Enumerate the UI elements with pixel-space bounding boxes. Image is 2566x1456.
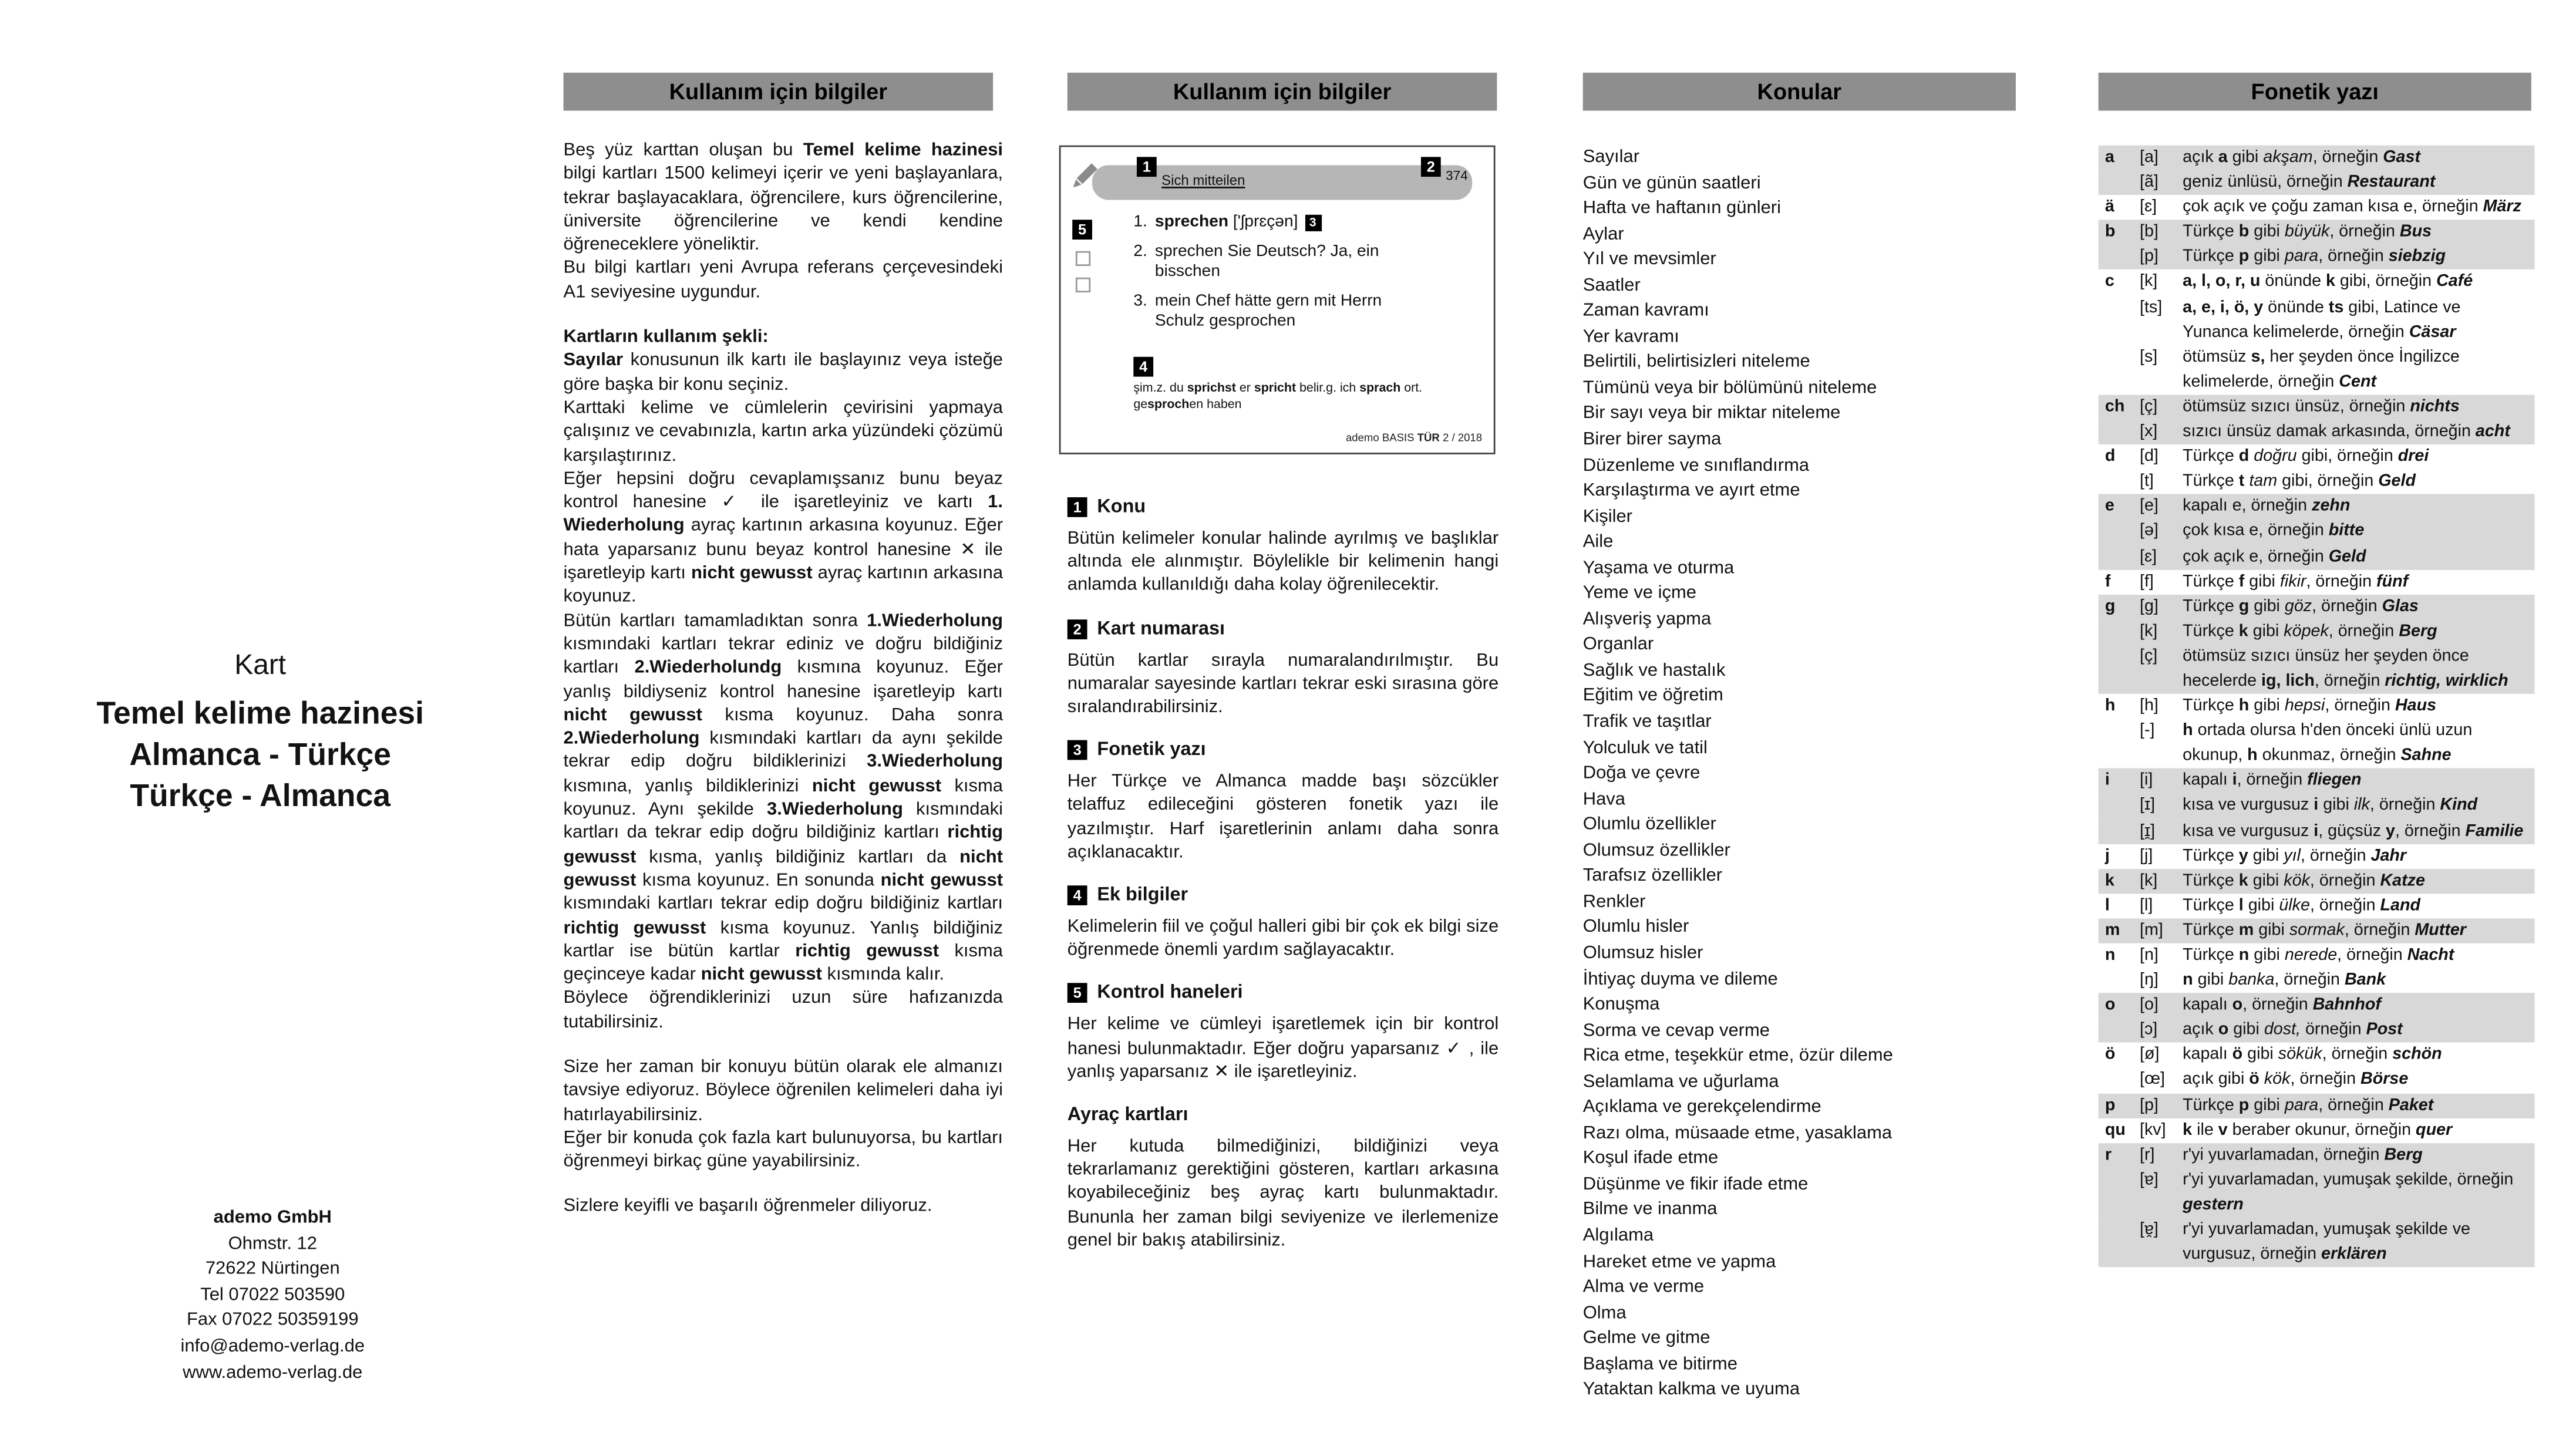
phonetic-description: r'yi yuvarlamadan, örneğin Berg bbox=[2183, 1146, 2423, 1165]
phonetic-description: k ile v beraber okunur, örneğin quer bbox=[2183, 1121, 2453, 1140]
phonetics-table bbox=[2099, 146, 2535, 1268]
phonetic-symbol: [b] bbox=[2140, 223, 2158, 242]
topics-list bbox=[1583, 146, 2054, 1404]
card-entry bbox=[1133, 242, 1414, 283]
topic-item: Sayılar bbox=[1582, 147, 1640, 167]
phonetic-symbol: [ç] bbox=[2140, 647, 2158, 666]
info-section bbox=[1068, 1106, 1498, 1252]
card-entry bbox=[1133, 213, 1414, 234]
badge-4: 4 bbox=[1133, 357, 1153, 377]
product-title-line: Temel kelime hazinesi bbox=[96, 697, 425, 732]
phonetic-description: Türkçe k gibi kök, örneğin Katze bbox=[2183, 871, 2425, 890]
section-text: Her kutuda bilmediğinizi, bildiğinizi veya tekrarlamanız gerektiğini gösteren, kartları arkasına koyabileceğiniz beş ayraç kartı bulunmaktadır. Bununla her zaman bilgi seviyenize ve ilerlemenize genel bir bakış atabilirsiniz. bbox=[1067, 1137, 1499, 1251]
usage-paragraph bbox=[564, 1034, 1003, 1056]
phonetic-description: Türkçe t tam gibi, örneğin Geld bbox=[2183, 473, 2416, 491]
section-text: Her Türkçe ve Almanca madde başı sözcükler telaffuz edileceğini gösteren fonetik yazı ile yazılmıştır. Harf işaretlerinin anlamı daha sonra açıklanacaktır. bbox=[1067, 771, 1499, 862]
topic-item: Razı olma, müsaade etme, yasaklama bbox=[1582, 1123, 1892, 1143]
phonetic-letter bbox=[2105, 345, 2140, 395]
phonetic-description: açık a gibi akşam, örneğin Gast bbox=[2183, 149, 2421, 167]
product-title-block bbox=[16, 648, 504, 818]
entry-text: sprechen Sie Deutsch? Ja, ein bisschen bbox=[1154, 242, 1379, 281]
phonetic-description: kapalı i, örneğin fliegen bbox=[2183, 772, 2362, 791]
phonetic-symbol: [k] bbox=[2140, 871, 2158, 890]
topic-item: Alma ve verme bbox=[1582, 1277, 1705, 1297]
address-line: 72622 Nürtingen bbox=[205, 1259, 340, 1279]
usage-header-1: Kullanım için bilgiler bbox=[564, 73, 994, 111]
phonetic-description: açık gibi ö kök, örneğin Börse bbox=[2183, 1071, 2409, 1090]
phonetic-row bbox=[2099, 868, 2535, 893]
phonetic-letter bbox=[2105, 420, 2140, 444]
topic-item: Tarafsız özellikler bbox=[1582, 866, 1723, 887]
section-head bbox=[1068, 740, 1498, 760]
phonetic-symbol: [ɔ] bbox=[2140, 1021, 2158, 1040]
entry-number: 2. bbox=[1133, 242, 1147, 261]
phonetic-row bbox=[2099, 1018, 2535, 1043]
section-title: Ek bilgiler bbox=[1097, 885, 1188, 906]
phonetic-letter: ch bbox=[2104, 397, 2125, 416]
address-line: Fax 07022 50359199 bbox=[186, 1310, 359, 1331]
phonetic-letter: a bbox=[2104, 149, 2114, 167]
phonetic-letter: m bbox=[2104, 921, 2120, 940]
phonetic-row bbox=[2099, 719, 2535, 769]
section-head bbox=[1068, 497, 1498, 517]
phonetic-row bbox=[2099, 520, 2535, 544]
topic-item: Olumlu hisler bbox=[1582, 917, 1689, 938]
phonetic-symbol: [n] bbox=[2140, 946, 2158, 965]
topic-item: Zaman kavramı bbox=[1582, 301, 1709, 321]
phonetic-symbol: [e] bbox=[2140, 497, 2158, 516]
phonetic-row bbox=[2099, 444, 2535, 469]
topic-item: Olma bbox=[1582, 1303, 1627, 1323]
phonetic-symbol: [j] bbox=[2140, 847, 2153, 865]
phonetic-symbol: [ts] bbox=[2140, 298, 2163, 317]
phonetic-letter bbox=[2105, 644, 2140, 694]
topic-item: Yer kavramı bbox=[1582, 326, 1679, 347]
entry-number: 3. bbox=[1133, 291, 1147, 310]
topic-item: Birer birer sayma bbox=[1582, 429, 1722, 450]
info-section bbox=[1068, 740, 1498, 864]
topic-item: Yaşama ve oturma bbox=[1582, 558, 1735, 578]
topic-item: Aile bbox=[1582, 532, 1614, 552]
phonetic-description: çok açık ve çoğu zaman kısa e, örneğin März bbox=[2183, 198, 2522, 217]
phonetic-letter: h bbox=[2104, 697, 2116, 716]
topic-item: Gelme ve gitme bbox=[1582, 1328, 1710, 1349]
phonetic-symbol: [l] bbox=[2140, 896, 2153, 915]
phonetic-description: r'yi yuvarlamadan, yumuşak şekilde, örneğin gestern bbox=[2183, 1171, 2514, 1215]
topic-item: Yolculuk ve tatil bbox=[1582, 737, 1708, 758]
phonetic-letter: n bbox=[2104, 946, 2116, 965]
phonetic-description: kapalı e, örneğin zehn bbox=[2183, 497, 2351, 516]
phonetic-row bbox=[2099, 220, 2535, 245]
info-section bbox=[1068, 885, 1498, 962]
info-section bbox=[1068, 619, 1498, 719]
phonetic-symbol: [p] bbox=[2140, 248, 2158, 267]
phonetic-letter: o bbox=[2104, 996, 2116, 1015]
section-text: Bütün kartlar sırayla numaralandırılmıştır. Bu numaralar sayesinde kartları tekrar eski sırasına göre sıralandırabilirsiniz. bbox=[1067, 650, 1499, 717]
phonetic-description: açık o gibi dost, örneğin Post bbox=[2183, 1021, 2403, 1040]
phonetic-symbol: [f] bbox=[2140, 572, 2154, 591]
phonetic-row bbox=[2099, 1043, 2535, 1068]
verb-forms bbox=[1133, 380, 1475, 412]
phonetic-letter bbox=[2105, 544, 2140, 569]
badge-5: 5 bbox=[1072, 220, 1092, 240]
card-entry bbox=[1133, 292, 1414, 333]
phonetic-row bbox=[2099, 1093, 2535, 1118]
phonetic-symbol: [ɐ] bbox=[2140, 1171, 2158, 1189]
phonetic-letter bbox=[2105, 470, 2140, 494]
phonetic-symbol: [kv] bbox=[2140, 1121, 2166, 1140]
topic-item: Hareket etme ve yapma bbox=[1582, 1251, 1776, 1272]
usage-header-2: Kullanım için bilgiler bbox=[1068, 73, 1497, 111]
phonetic-symbol: [g] bbox=[2140, 597, 2158, 616]
phonetic-description: a, e, i, ö, y önünde ts gibi, Latince ve Yunanca kelimelerde, örneğin Cäsar bbox=[2183, 298, 2461, 342]
section-number-badge: 3 bbox=[1068, 740, 1087, 760]
topic-item: Hafta ve haftanın günleri bbox=[1582, 198, 1781, 218]
card-entry-list bbox=[1133, 213, 1414, 341]
phonetic-description: sızıcı ünsüz damak arkasında, örneğin acht bbox=[2183, 423, 2510, 441]
phonetic-symbol: [œ] bbox=[2140, 1071, 2166, 1090]
phonetic-letter bbox=[2105, 170, 2140, 195]
phonetic-symbol: [x] bbox=[2140, 423, 2158, 441]
phonetic-row bbox=[2099, 345, 2535, 395]
phonetic-description: kapalı ö gibi sökük, örneğin schön bbox=[2183, 1046, 2442, 1065]
phonetic-symbol: [ə] bbox=[2140, 523, 2158, 541]
phonetic-row bbox=[2099, 818, 2535, 843]
address-line: ademo GmbH bbox=[213, 1207, 332, 1228]
phonetic-description: Türkçe l gibi ülke, örneğin Land bbox=[2183, 896, 2421, 915]
phonetic-symbol: [a] bbox=[2140, 149, 2158, 167]
topic-item: Yataktan kalkma ve uyuma bbox=[1582, 1380, 1800, 1400]
phonetic-letter: i bbox=[2104, 772, 2110, 791]
phonetic-symbol: [h] bbox=[2140, 697, 2158, 716]
usage-paragraph: Eğer hepsini doğru cevaplamışsanız bunu beyaz kontrol hanesine ✓ ile işaretleyiniz ve kartı 1. Wiederholung ayraç kartının arkasına koyunuz. Eğer hata yaparsanız bunu beyaz kontrol hanesine ✕ ile işaretleyip kartı nicht gewusst ayraç kartının arkasına koyunuz. bbox=[563, 469, 1003, 607]
phonetic-letter: g bbox=[2104, 597, 2116, 616]
phonetic-description: Türkçe d doğru gibi, örneğin drei bbox=[2183, 447, 2429, 466]
phonetic-row bbox=[2099, 894, 2535, 918]
phonetic-row bbox=[2099, 245, 2535, 270]
phonetic-symbol: [t] bbox=[2140, 473, 2154, 491]
phonetic-description: ötümsüz sızıcı ünsüz her şeyden önce hecelerde ig, lich, örneğin richtig, wirklich bbox=[2183, 647, 2508, 691]
phonetic-letter: qu bbox=[2104, 1121, 2126, 1140]
phonetic-description: ötümsüz s, her şeyden önce İngilizce kelimelerde, örneğin Cent bbox=[2183, 348, 2460, 392]
pencil-icon bbox=[1069, 159, 1102, 191]
phonetic-description: Türkçe h gibi hepsi, örneğin Haus bbox=[2183, 697, 2437, 716]
verb-forms-line: şim.z. du sprichst er spricht belir.g. ich sprach ort. bbox=[1133, 380, 1423, 395]
section-title: Konu bbox=[1097, 497, 1146, 517]
phonetic-letter bbox=[2105, 719, 2140, 769]
phonetic-description: Türkçe m gibi sormak, örneğin Mutter bbox=[2183, 921, 2466, 940]
phonetic-row bbox=[2099, 794, 2535, 818]
phonetic-symbol: [ɪ] bbox=[2140, 797, 2156, 815]
topic-item: Aylar bbox=[1582, 224, 1624, 244]
topic-item: Eğitim ve öğretim bbox=[1582, 686, 1723, 706]
usage-paragraph: Beş yüz karttan oluşan bu Temel kelime hazinesi bilgi kartları 1500 kelimeyi içerir ve yeni başlayanlara, tekrar başlayacaklara, öğrencilere, kurs öğrencilerine, üniversite öğrencilerine ve kendi kendine öğreneceklere yöneliktir. bbox=[563, 140, 1003, 255]
topic-item: Selamlama ve uğurlama bbox=[1582, 1071, 1779, 1092]
section-text: Bütün kelimeler konular halinde ayrılmış ve başlıklar altında ele alınmıştır. Böylelikle bir kelimenin hangi anlamda kullanıldığı daha kolay öğrenilecektir. bbox=[1067, 528, 1499, 596]
topic-item: Doğa ve çevre bbox=[1582, 763, 1700, 784]
topic-item: Kişiler bbox=[1582, 506, 1633, 527]
section-title: Kontrol haneleri bbox=[1097, 983, 1243, 1004]
product-title-line: Türkçe - Almanca bbox=[130, 780, 391, 815]
phonetic-letter: c bbox=[2104, 273, 2114, 292]
phonetic-row bbox=[2099, 619, 2535, 644]
section-title: Ayraç kartları bbox=[1067, 1105, 1188, 1125]
address-line: www.ademo-verlag.de bbox=[183, 1362, 363, 1383]
phonetic-description: Türkçe y gibi yıl, örneğin Jahr bbox=[2183, 847, 2407, 865]
phonetic-letter bbox=[2105, 1168, 2140, 1218]
phonetic-symbol: [p] bbox=[2140, 1096, 2158, 1115]
phonetics-header: Fonetik yazı bbox=[2099, 73, 2531, 111]
phonetic-letter: e bbox=[2104, 497, 2114, 516]
phonetic-row bbox=[2099, 569, 2535, 594]
phonetic-row bbox=[2099, 170, 2535, 195]
topic-item: Sağlık ve hastalık bbox=[1582, 660, 1726, 681]
sample-card bbox=[1059, 146, 1496, 454]
usage-paragraph: Sizlere keyifli ve başarılı öğrenmeler diliyoruz. bbox=[563, 1197, 932, 1217]
topic-item: Koşul ifade etme bbox=[1582, 1148, 1719, 1169]
topics-header: Konular bbox=[1583, 73, 2016, 111]
phonetic-description: Türkçe p gibi para, örneğin siebzig bbox=[2183, 248, 2446, 267]
phonetic-symbol: [-] bbox=[2140, 722, 2155, 741]
section-head bbox=[1068, 984, 1498, 1004]
card-title: Sich mitteilen bbox=[1161, 171, 1245, 188]
phonetic-letter bbox=[2105, 1018, 2140, 1043]
topic-item: Düzenleme ve sınıflandırma bbox=[1582, 455, 1810, 476]
phonetic-row bbox=[2099, 270, 2535, 295]
phonetic-description: n gibi banka, örneğin Bank bbox=[2183, 971, 2386, 990]
phonetic-row bbox=[2099, 544, 2535, 569]
phonetic-row bbox=[2099, 1118, 2535, 1142]
topic-item: Sorma ve cevap verme bbox=[1582, 1020, 1770, 1040]
phonetic-letter bbox=[2105, 520, 2140, 544]
phonetic-row bbox=[2099, 420, 2535, 444]
phonetic-description: Türkçe g gibi göz, örneğin Glas bbox=[2183, 597, 2419, 616]
phonetic-row bbox=[2099, 968, 2535, 993]
section-head bbox=[1068, 885, 1498, 905]
topic-item: Organlar bbox=[1582, 635, 1654, 655]
phonetic-row bbox=[2099, 494, 2535, 519]
section-title: Kart numarası bbox=[1097, 619, 1225, 639]
section-number-badge: 2 bbox=[1068, 619, 1087, 639]
address-line: info@ademo-verlag.de bbox=[180, 1336, 365, 1357]
publisher-address bbox=[16, 1206, 528, 1386]
phonetic-row bbox=[2099, 993, 2535, 1018]
badge-3: 3 bbox=[1305, 215, 1321, 231]
section-head bbox=[1068, 1106, 1498, 1125]
phonetic-description: ötümsüz sızıcı ünsüz, örneğin nichts bbox=[2183, 397, 2460, 416]
topic-item: Yeme ve içme bbox=[1582, 584, 1696, 604]
phonetic-symbol: [ŋ] bbox=[2140, 971, 2158, 990]
phonetic-description: r'yi yuvarlamadan, yumuşak şekilde ve vurgusuz, örneğin erklären bbox=[2183, 1221, 2471, 1264]
phonetic-symbol: [ø] bbox=[2140, 1046, 2160, 1065]
usage-paragraph: Böylece öğrendiklerinizi uzun süre hafızanızda tutabilirsiniz. bbox=[563, 988, 1003, 1032]
phonetic-description: Türkçe b gibi büyük, örneğin Bus bbox=[2183, 223, 2432, 242]
phonetic-symbol: [o] bbox=[2140, 996, 2158, 1015]
phonetic-letter bbox=[2105, 968, 2140, 993]
topic-item: Başlama ve bitirme bbox=[1582, 1354, 1737, 1374]
usage-paragraph: Kartların kullanım şekli: bbox=[563, 327, 769, 348]
topic-item: İhtiyaç duyma ve dileme bbox=[1582, 969, 1778, 989]
usage-paragraph: Bütün kartları tamamladıktan sonra 1.Wiederholung kısmındaki kartları tekrar ediniz ve doğru bildiğiniz kartları 2.Wiederholundg kısmına koyunuz. Eğer yanlış bildiyseniz kontrol hanesine işaretleyip kartı nicht gewusst kısma koyunuz. Daha sonra 2.Wiederholung kısmındaki kartları da aynı şekilde tekrar edip doğru bildiklerinizi 3.Wiederholung kısmına, yanlış bildiklerinizi nicht gewusst kısma koyunuz. Aynı şekilde 3.Wiederholung kısmındaki kartları da tekrar edip doğru bildiğiniz kartları richtig gewusst kısma, yanlış bildiğiniz kartları da nicht gewusst kısma koyunuz. En sonunda nicht gewusst kısmındaki kartları tekrar edip doğru bildiğiniz kartları richtig gewusst kısma koyunuz. Yanlış bildiğiniz kartlar ise bütün kartlar richtig gewusst kısma geçinceye kadar nicht gewusst kısmında kalır. bbox=[563, 611, 1003, 985]
phonetic-row bbox=[2099, 644, 2535, 694]
phonetic-symbol: [ɛ] bbox=[2140, 198, 2157, 217]
phonetic-description: çok kısa e, örneğin bitte bbox=[2183, 523, 2365, 541]
phonetic-symbol: [ɐ̯] bbox=[2140, 1221, 2158, 1239]
product-title-line: Almanca - Türkçe bbox=[129, 738, 392, 773]
topic-item: Saatler bbox=[1582, 275, 1641, 295]
phonetic-letter bbox=[2105, 1218, 2140, 1268]
entry-text: mein Chef hätte gern mit Herrn Schulz gesprochen bbox=[1154, 291, 1382, 331]
topic-item: Hava bbox=[1582, 789, 1625, 809]
phonetic-symbol: [m] bbox=[2140, 921, 2163, 940]
topic-item: Konuşma bbox=[1582, 995, 1660, 1015]
phonetic-description: Türkçe k gibi köpek, örneğin Berg bbox=[2183, 622, 2437, 641]
phonetic-description: a, l, o, r, u önünde k gibi, örneğin Café bbox=[2183, 273, 2473, 292]
phonetic-row bbox=[2099, 395, 2535, 419]
phonetic-row bbox=[2099, 196, 2535, 220]
topic-item: Düşünme ve fikir ifade etme bbox=[1582, 1174, 1809, 1195]
section-text: Her kelime ve cümleyi işaretlemek için bir kontrol hanesi bulunmaktadır. Eğer doğru yaparsanız ✓ , ile yanlış yaparsanız ✕ ile işaretleyiniz. bbox=[1067, 1015, 1499, 1082]
topic-item: Gün ve günün saatleri bbox=[1582, 173, 1761, 193]
topic-item: Bir sayı veya bir miktar niteleme bbox=[1582, 403, 1841, 424]
phonetic-letter: b bbox=[2104, 223, 2116, 242]
topic-item: Rica etme, teşekkür etme, özür dileme bbox=[1582, 1046, 1893, 1066]
phonetic-symbol: [ɛ] bbox=[2140, 547, 2157, 566]
phonetic-row bbox=[2099, 1068, 2535, 1093]
phonetic-row bbox=[2099, 1143, 2535, 1168]
phonetic-symbol: [ç] bbox=[2140, 397, 2158, 416]
phonetic-symbol: [ɪ̯] bbox=[2140, 822, 2156, 840]
section-text: Kelimelerin fiil ve çoğul halleri gibi bir çok ek bilgi size öğrenmede önemli yardım sağlayacaktır. bbox=[1067, 916, 1499, 960]
topic-item: Olumsuz özellikler bbox=[1582, 840, 1730, 861]
badge-2: 2 bbox=[1421, 157, 1441, 177]
usage-paragraph: Karttaki kelime ve cümlelerin çevirisini yapmaya çalışınız ve cevabınızla, kartın arka yüzündeki çözümü karşılaştırınız. bbox=[563, 398, 1003, 466]
usage-paragraph bbox=[564, 304, 1003, 326]
entry-text: sprechen ['ʃprɛçən] bbox=[1154, 213, 1298, 231]
phonetic-letter: ä bbox=[2104, 198, 2114, 217]
phonetic-row bbox=[2099, 594, 2535, 619]
phonetic-letter: p bbox=[2104, 1096, 2116, 1115]
phonetic-letter bbox=[2105, 818, 2140, 843]
topic-item: Açıklama ve gerekçelendirme bbox=[1582, 1097, 1821, 1117]
product-title-lines bbox=[16, 694, 504, 818]
phonetic-letter bbox=[2105, 295, 2140, 345]
phonetic-row bbox=[2099, 146, 2535, 170]
phonetic-description: kapalı o, örneğin Bahnhof bbox=[2183, 996, 2381, 1015]
phonetic-row bbox=[2099, 918, 2535, 943]
entry-number: 1. bbox=[1133, 213, 1147, 231]
usage-text-column bbox=[564, 139, 1003, 1219]
usage-paragraph bbox=[564, 1174, 1003, 1195]
phonetic-letter: j bbox=[2104, 847, 2110, 865]
topic-item: Tümünü veya bir bölümünü niteleme bbox=[1582, 378, 1877, 398]
product-series: Kart bbox=[234, 649, 287, 681]
phonetic-description: h ortada olursa h'den önceki ünlü uzun okunup, h okunmaz, örneğin Sahne bbox=[2183, 722, 2473, 766]
usage-paragraph: Size her zaman bir konuyu bütün olarak ele almanızı tavsiye ediyoruz. Böylece öğrenilen kelimeleri daha iyi hatırlayabilirsiniz. bbox=[563, 1057, 1003, 1125]
phonetic-description: Türkçe p gibi para, örneğin Paket bbox=[2183, 1096, 2434, 1115]
badge-1: 1 bbox=[1137, 157, 1157, 177]
topic-item: Yıl ve mevsimler bbox=[1582, 250, 1716, 270]
topic-item: Algılama bbox=[1582, 1225, 1654, 1246]
phonetic-symbol: [k] bbox=[2140, 622, 2158, 641]
phonetic-description: geniz ünlüsü, örneğin Restaurant bbox=[2183, 173, 2436, 192]
topic-item: Olumsuz hisler bbox=[1582, 943, 1703, 963]
phonetic-description: kısa ve vurgusuz i gibi ilk, örneğin Kind bbox=[2183, 797, 2478, 815]
phonetic-description: kısa ve vurgusuz i, güçsüz y, örneğin Familie bbox=[2183, 822, 2524, 840]
usage-paragraph: Sayılar konusunun ilk kartı ile başlayınız veya isteğe göre başka bir konu seçiniz. bbox=[563, 350, 1003, 395]
phonetic-letter: ö bbox=[2104, 1046, 2116, 1065]
phonetic-letter bbox=[2105, 245, 2140, 270]
phonetic-symbol: [s] bbox=[2140, 348, 2158, 366]
phonetic-letter bbox=[2105, 794, 2140, 818]
phonetic-symbol: [k] bbox=[2140, 273, 2158, 292]
phonetic-symbol: [r] bbox=[2140, 1146, 2155, 1165]
phonetic-row bbox=[2099, 1218, 2535, 1268]
verb-forms-line: gesprochen haben bbox=[1133, 396, 1242, 411]
check-box bbox=[1076, 278, 1090, 292]
section-title: Fonetik yazı bbox=[1097, 740, 1206, 761]
info-section bbox=[1068, 984, 1498, 1084]
info-section bbox=[1068, 497, 1498, 598]
topic-item: Trafik ve taşıtlar bbox=[1582, 712, 1712, 732]
usage-paragraph: Bu bilgi kartları yeni Avrupa referans çerçevesindeki A1 seviyesine uygundur. bbox=[563, 258, 1003, 302]
phonetic-row bbox=[2099, 694, 2535, 719]
phonetic-symbol: [d] bbox=[2140, 447, 2158, 466]
card-brand: ademo BASIS TÜR 2 / 2018 bbox=[1345, 433, 1483, 444]
topic-item: Bilme ve inanma bbox=[1582, 1200, 1718, 1220]
phonetic-letter: f bbox=[2104, 572, 2111, 591]
address-line: Tel 07022 503590 bbox=[200, 1285, 345, 1305]
phonetic-letter: k bbox=[2104, 871, 2114, 890]
section-head bbox=[1068, 619, 1498, 639]
section-number-badge: 5 bbox=[1068, 984, 1087, 1004]
phonetic-description: Türkçe f gibi fikir, örneğin fünf bbox=[2183, 572, 2409, 591]
topic-item: Belirtili, belirtisizleri niteleme bbox=[1582, 352, 1810, 373]
card-number: 374 bbox=[1446, 168, 1468, 184]
phonetic-row bbox=[2099, 1168, 2535, 1218]
topic-item: Renkler bbox=[1582, 892, 1646, 912]
phonetic-symbol: [i] bbox=[2140, 772, 2153, 791]
phonetic-letter: l bbox=[2104, 896, 2110, 915]
section-number-badge: 4 bbox=[1068, 885, 1087, 905]
phonetic-row bbox=[2099, 844, 2535, 868]
topic-item: Olumlu özellikler bbox=[1582, 814, 1716, 835]
section-number-badge: 1 bbox=[1068, 497, 1087, 517]
phonetic-symbol: [ã] bbox=[2140, 173, 2158, 192]
phonetic-description: çok açık e, örneğin Geld bbox=[2183, 547, 2366, 566]
topic-item: Alışveriş yapma bbox=[1582, 609, 1712, 629]
phonetic-row bbox=[2099, 470, 2535, 494]
phonetic-letter: d bbox=[2104, 447, 2116, 466]
phonetic-row bbox=[2099, 943, 2535, 968]
phonetic-description: Türkçe n gibi nerede, örneğin Nacht bbox=[2183, 946, 2454, 965]
phonetic-row bbox=[2099, 769, 2535, 793]
usage-paragraph: Eğer bir konuda çok fazla kart bulunuyorsa, bu kartları öğrenmeyi birkaç güne yayabilirsiniz. bbox=[563, 1128, 1003, 1172]
phonetic-row bbox=[2099, 295, 2535, 345]
phonetic-letter: r bbox=[2104, 1146, 2112, 1165]
numbered-sections bbox=[1068, 497, 1498, 1084]
phonetic-letter bbox=[2105, 619, 2140, 644]
topic-item: Karşılaştırma ve ayırt etme bbox=[1582, 481, 1800, 501]
address-line: Ohmstr. 12 bbox=[228, 1233, 317, 1253]
explanation-sections bbox=[1068, 497, 1498, 1274]
check-box bbox=[1076, 251, 1090, 266]
phonetic-letter bbox=[2105, 1068, 2140, 1093]
